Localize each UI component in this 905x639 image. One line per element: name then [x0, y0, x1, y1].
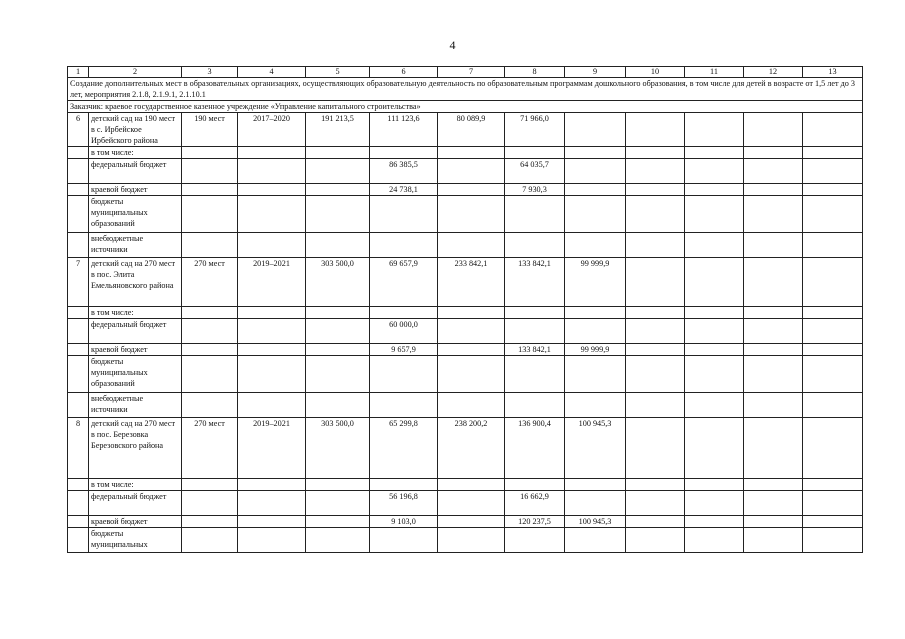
table-cell	[744, 147, 803, 159]
table-cell	[685, 516, 744, 528]
table-cell	[306, 344, 370, 356]
table-cell	[803, 159, 863, 184]
table-cell	[505, 196, 565, 233]
row-label-cell: краевой бюджет	[89, 184, 182, 196]
table-cell	[370, 479, 438, 491]
table-cell	[68, 233, 89, 258]
budget-table	[67, 66, 863, 553]
table-cell	[68, 307, 89, 319]
table-cell	[68, 147, 89, 159]
table-cell	[744, 307, 803, 319]
table-cell	[685, 479, 744, 491]
table-cell	[626, 113, 685, 147]
column-header-11: 11	[685, 67, 744, 78]
table-cell	[803, 319, 863, 344]
table-cell	[438, 479, 505, 491]
table-cell	[438, 319, 505, 344]
table-cell: 100 945,3	[565, 418, 626, 479]
table-row	[68, 319, 863, 344]
table-cell: 133 842,1	[505, 258, 565, 307]
column-header-9: 9	[565, 67, 626, 78]
table-cell	[626, 356, 685, 393]
table-row	[68, 418, 863, 479]
table-cell	[565, 307, 626, 319]
table-cell	[306, 233, 370, 258]
table-cell	[238, 516, 306, 528]
table-cell	[565, 393, 626, 418]
table-cell	[685, 393, 744, 418]
table-cell	[238, 147, 306, 159]
table-cell: 238 200,2	[438, 418, 505, 479]
table-cell	[744, 319, 803, 344]
table-cell	[565, 147, 626, 159]
table-cell	[744, 356, 803, 393]
row-label-cell: краевой бюджет	[89, 344, 182, 356]
column-header-8: 8	[505, 67, 565, 78]
table-cell	[803, 516, 863, 528]
table-cell	[306, 356, 370, 393]
table-cell	[626, 147, 685, 159]
table-cell	[565, 356, 626, 393]
table-cell	[306, 491, 370, 516]
table-cell	[803, 393, 863, 418]
table-row	[68, 479, 863, 491]
section-title: Создание дополнительных мест в образовательных организациях, осуществляющих образовательную деятельность по образовательным программам дошкольного образования, в том числе для детей в возрасте от 1,5 лет до 3 лет, мероприятия 2.1.8, 2.1.9.1, 2.1.10.1	[68, 78, 863, 101]
table-cell	[306, 196, 370, 233]
table-cell: 303 500,0	[306, 258, 370, 307]
table-cell	[68, 491, 89, 516]
table-cell	[370, 147, 438, 159]
table-cell: 111 123,6	[370, 113, 438, 147]
table-cell	[306, 147, 370, 159]
table-cell: 6	[68, 113, 89, 147]
table-cell	[370, 528, 438, 553]
table-cell: 60 000,0	[370, 319, 438, 344]
table-cell	[438, 196, 505, 233]
table-cell	[370, 233, 438, 258]
table-row	[68, 258, 863, 307]
table-cell	[182, 344, 238, 356]
column-header-row	[68, 67, 863, 78]
table-cell	[68, 356, 89, 393]
table-cell	[744, 184, 803, 196]
table-cell: 7 930,3	[505, 184, 565, 196]
row-label-cell: федеральный бюджет	[89, 319, 182, 344]
table-cell	[565, 233, 626, 258]
table-cell	[565, 113, 626, 147]
table-cell: 24 738,1	[370, 184, 438, 196]
table-cell	[744, 233, 803, 258]
table-cell	[238, 159, 306, 184]
page-number: 4	[449, 38, 456, 52]
table-cell	[306, 307, 370, 319]
table-cell	[505, 479, 565, 491]
row-label-cell: краевой бюджет	[89, 516, 182, 528]
table-cell: 120 237,5	[505, 516, 565, 528]
row-label-cell: бюджеты муниципальных образований	[89, 356, 182, 393]
table-cell	[182, 184, 238, 196]
table-cell	[626, 491, 685, 516]
table-cell: 99 999,9	[565, 344, 626, 356]
table-cell: 7	[68, 258, 89, 307]
table-cell: 64 035,7	[505, 159, 565, 184]
table-cell	[182, 319, 238, 344]
table-row	[68, 147, 863, 159]
table-cell	[306, 159, 370, 184]
table-cell	[744, 258, 803, 307]
table-cell	[238, 393, 306, 418]
table-cell	[238, 196, 306, 233]
section-title-row	[68, 78, 863, 101]
table-row	[68, 307, 863, 319]
table-cell	[744, 393, 803, 418]
table-cell: 303 500,0	[306, 418, 370, 479]
table-cell	[565, 479, 626, 491]
table-cell	[182, 307, 238, 319]
table-cell	[685, 418, 744, 479]
table-cell	[803, 233, 863, 258]
table-cell	[565, 159, 626, 184]
column-header-7: 7	[438, 67, 505, 78]
table-cell	[626, 418, 685, 479]
table-cell	[68, 393, 89, 418]
table-cell	[685, 319, 744, 344]
table-cell	[182, 516, 238, 528]
table-cell	[685, 356, 744, 393]
table-cell	[803, 147, 863, 159]
table-cell	[182, 147, 238, 159]
table-cell	[803, 356, 863, 393]
table-cell	[370, 356, 438, 393]
table-cell	[306, 528, 370, 553]
table-cell	[744, 159, 803, 184]
table-cell	[238, 184, 306, 196]
table-cell	[238, 528, 306, 553]
table-cell	[565, 196, 626, 233]
table-cell: 133 842,1	[505, 344, 565, 356]
table-cell	[370, 393, 438, 418]
table-cell	[744, 113, 803, 147]
table-cell	[565, 528, 626, 553]
table-cell	[803, 307, 863, 319]
row-label-cell: внебюджетные источники	[89, 393, 182, 418]
table-cell	[685, 233, 744, 258]
table-cell	[626, 319, 685, 344]
table-cell	[306, 393, 370, 418]
table-row	[68, 491, 863, 516]
table-cell	[370, 196, 438, 233]
table-cell	[505, 319, 565, 344]
table-cell	[505, 147, 565, 159]
table-cell	[238, 479, 306, 491]
table-cell: 100 945,3	[565, 516, 626, 528]
table-cell	[744, 528, 803, 553]
table-row	[68, 516, 863, 528]
table-row	[68, 356, 863, 393]
table-cell	[182, 479, 238, 491]
table-cell	[68, 184, 89, 196]
table-cell	[438, 184, 505, 196]
row-label-cell: в том числе:	[89, 307, 182, 319]
table-cell	[438, 491, 505, 516]
table-cell	[438, 159, 505, 184]
table-cell	[803, 479, 863, 491]
table-cell	[803, 528, 863, 553]
row-label-cell: детский сад на 270 мест в пос. Березовка Березовского района	[89, 418, 182, 479]
table-cell: 2019–2021	[238, 418, 306, 479]
table-cell	[306, 319, 370, 344]
table-cell	[182, 491, 238, 516]
table-cell	[306, 479, 370, 491]
row-label-cell: в том числе:	[89, 147, 182, 159]
customer-line: Заказчик: краевое государственное казенное учреждение «Управление капитального строительства»	[68, 101, 863, 113]
table-row	[68, 344, 863, 356]
table-cell	[438, 356, 505, 393]
table-cell	[68, 479, 89, 491]
table-cell: 69 657,9	[370, 258, 438, 307]
table-cell	[626, 258, 685, 307]
table-cell	[438, 344, 505, 356]
table-cell	[505, 393, 565, 418]
table-cell: 9 657,9	[370, 344, 438, 356]
table-cell	[803, 491, 863, 516]
table-cell	[685, 344, 744, 356]
table-cell	[182, 528, 238, 553]
table-cell	[626, 344, 685, 356]
table-cell	[182, 393, 238, 418]
table-cell	[626, 479, 685, 491]
table-cell	[685, 113, 744, 147]
column-header-4: 4	[238, 67, 306, 78]
column-header-6: 6	[370, 67, 438, 78]
table-cell	[744, 418, 803, 479]
table-cell	[68, 159, 89, 184]
table-cell	[685, 196, 744, 233]
table-cell	[182, 233, 238, 258]
table-cell	[68, 196, 89, 233]
table-cell	[626, 528, 685, 553]
table-row	[68, 528, 863, 553]
table-cell	[744, 516, 803, 528]
table-cell	[505, 307, 565, 319]
table-cell	[505, 528, 565, 553]
table-row	[68, 196, 863, 233]
table-cell	[626, 307, 685, 319]
table-cell	[685, 184, 744, 196]
table-cell	[626, 516, 685, 528]
table-cell: 65 299,8	[370, 418, 438, 479]
table-cell	[685, 528, 744, 553]
table-cell	[306, 516, 370, 528]
table-cell	[744, 344, 803, 356]
table-cell	[370, 307, 438, 319]
table-cell: 136 900,4	[505, 418, 565, 479]
row-label-cell: детский сад на 270 мест в пос. Элита Емельяновского района	[89, 258, 182, 307]
row-label-cell: в том числе:	[89, 479, 182, 491]
table-cell	[685, 258, 744, 307]
table-row	[68, 393, 863, 418]
table-cell: 80 089,9	[438, 113, 505, 147]
row-label-cell: бюджеты муниципальных образований	[89, 196, 182, 233]
table-cell	[744, 491, 803, 516]
table-cell: 2019–2021	[238, 258, 306, 307]
table-cell	[68, 344, 89, 356]
row-label-cell: внебюджетные источники	[89, 233, 182, 258]
table-cell	[685, 147, 744, 159]
table-cell	[505, 356, 565, 393]
table-cell	[626, 196, 685, 233]
column-header-12: 12	[744, 67, 803, 78]
table-cell: 233 842,1	[438, 258, 505, 307]
table-cell	[626, 233, 685, 258]
table-cell	[438, 147, 505, 159]
customer-line-row	[68, 101, 863, 113]
table-cell: 8	[68, 418, 89, 479]
table-cell	[565, 491, 626, 516]
table-cell	[685, 307, 744, 319]
table-cell: 270 мест	[182, 258, 238, 307]
table-cell: 16 662,9	[505, 491, 565, 516]
table-row	[68, 159, 863, 184]
table-cell	[803, 184, 863, 196]
column-header-2: 2	[89, 67, 182, 78]
table-cell	[505, 233, 565, 258]
table-cell	[238, 356, 306, 393]
table-cell	[565, 184, 626, 196]
column-header-3: 3	[182, 67, 238, 78]
table-cell	[626, 159, 685, 184]
table-cell	[182, 356, 238, 393]
table-cell: 71 966,0	[505, 113, 565, 147]
row-label-cell: федеральный бюджет	[89, 159, 182, 184]
table-cell: 99 999,9	[565, 258, 626, 307]
column-header-1: 1	[68, 67, 89, 78]
table-cell	[803, 344, 863, 356]
table-cell	[803, 113, 863, 147]
table-cell	[182, 196, 238, 233]
table-cell	[306, 184, 370, 196]
row-label-cell: бюджеты муниципальных	[89, 528, 182, 553]
table-cell: 191 213,5	[306, 113, 370, 147]
table-cell	[803, 418, 863, 479]
table-cell	[238, 319, 306, 344]
table-cell	[68, 528, 89, 553]
table-cell	[238, 307, 306, 319]
table-cell	[803, 258, 863, 307]
row-label-cell: федеральный бюджет	[89, 491, 182, 516]
column-header-5: 5	[306, 67, 370, 78]
table-cell	[238, 233, 306, 258]
table-cell	[565, 319, 626, 344]
table-cell	[438, 233, 505, 258]
table-cell	[685, 159, 744, 184]
table-row	[68, 233, 863, 258]
table-cell: 270 мест	[182, 418, 238, 479]
table-cell	[238, 491, 306, 516]
table-cell	[744, 479, 803, 491]
table-cell: 190 мест	[182, 113, 238, 147]
table-cell	[182, 159, 238, 184]
column-header-10: 10	[626, 67, 685, 78]
table-cell	[438, 516, 505, 528]
table-cell	[438, 528, 505, 553]
table-cell: 2017–2020	[238, 113, 306, 147]
table-cell: 9 103,0	[370, 516, 438, 528]
table-cell	[438, 307, 505, 319]
table-cell	[438, 393, 505, 418]
column-header-13: 13	[803, 67, 863, 78]
table-cell	[68, 516, 89, 528]
table-cell	[626, 393, 685, 418]
table-cell	[626, 184, 685, 196]
table-cell	[803, 196, 863, 233]
table-cell	[744, 196, 803, 233]
table-cell	[685, 491, 744, 516]
row-label-cell: детский сад на 190 мест в с. Ирбейское Ирбейского района	[89, 113, 182, 147]
table-row	[68, 184, 863, 196]
table-row	[68, 113, 863, 147]
table-cell	[68, 319, 89, 344]
table-cell: 56 196,8	[370, 491, 438, 516]
table-cell: 86 385,5	[370, 159, 438, 184]
table-cell	[238, 344, 306, 356]
